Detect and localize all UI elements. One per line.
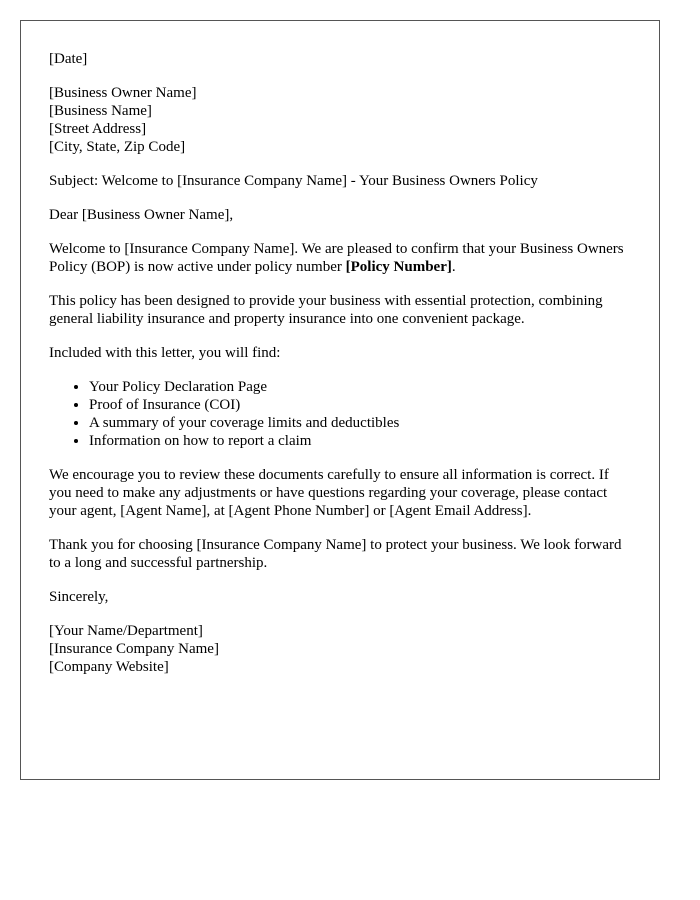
- recipient-business-name: [Business Name]: [49, 103, 152, 119]
- paragraph-enclosures-intro: Included with this letter, you will find:: [49, 345, 281, 361]
- paragraph-welcome-text: Welcome to [Insurance Company Name]. We are pleased to confirm that your Business Owners Policy (BOP) is now active under policy number: [49, 241, 624, 275]
- paragraph-thanks: Thank you for choosing [Insurance Company Name] to protect your business. We look forward to a long and successful partnership.: [49, 537, 622, 571]
- letter-salutation: Dear [Business Owner Name],: [49, 207, 234, 223]
- recipient-address: [49, 84, 631, 156]
- list-item: • Proof of Insurance (COI): [89, 396, 631, 414]
- list-item: • Your Policy Declaration Page: [89, 378, 631, 396]
- letter-closing: Sincerely,: [49, 589, 109, 605]
- paragraph-welcome: [49, 240, 631, 276]
- letter-subject: Subject: Welcome to [Insurance Company Name] - Your Business Owners Policy: [49, 173, 538, 189]
- paragraph-welcome-end: .: [451, 259, 456, 275]
- paragraph-policy-design: This policy has been designed to provide your business with essential protection, combining general liability insurance and property insurance into one convenient package.: [49, 293, 603, 327]
- signature-website: [Company Website]: [49, 659, 169, 675]
- enclosures-list: [49, 378, 631, 450]
- list-item: • Information on how to report a claim: [89, 432, 631, 450]
- signature-name: [Your Name/Department]: [49, 623, 203, 639]
- list-item: • A summary of your coverage limits and deductibles: [89, 414, 631, 432]
- recipient-owner-name: [Business Owner Name]: [49, 85, 197, 101]
- letter-page: [20, 20, 660, 780]
- letter-date: [Date]: [49, 51, 88, 67]
- signature-company: [Insurance Company Name]: [49, 641, 219, 657]
- signature-block: [49, 622, 631, 676]
- recipient-city-line: [City, State, Zip Code]: [49, 139, 186, 155]
- paragraph-review: We encourage you to review these documents carefully to ensure all information is correct. If you need to make any adjustments or have questions regarding your coverage, please contact your agent, [Agent Name], at [Agent Phone Number] or [Agent Email Address].: [49, 467, 609, 519]
- recipient-street: [Street Address]: [49, 121, 147, 137]
- policy-number: [Policy Number]: [345, 259, 452, 275]
